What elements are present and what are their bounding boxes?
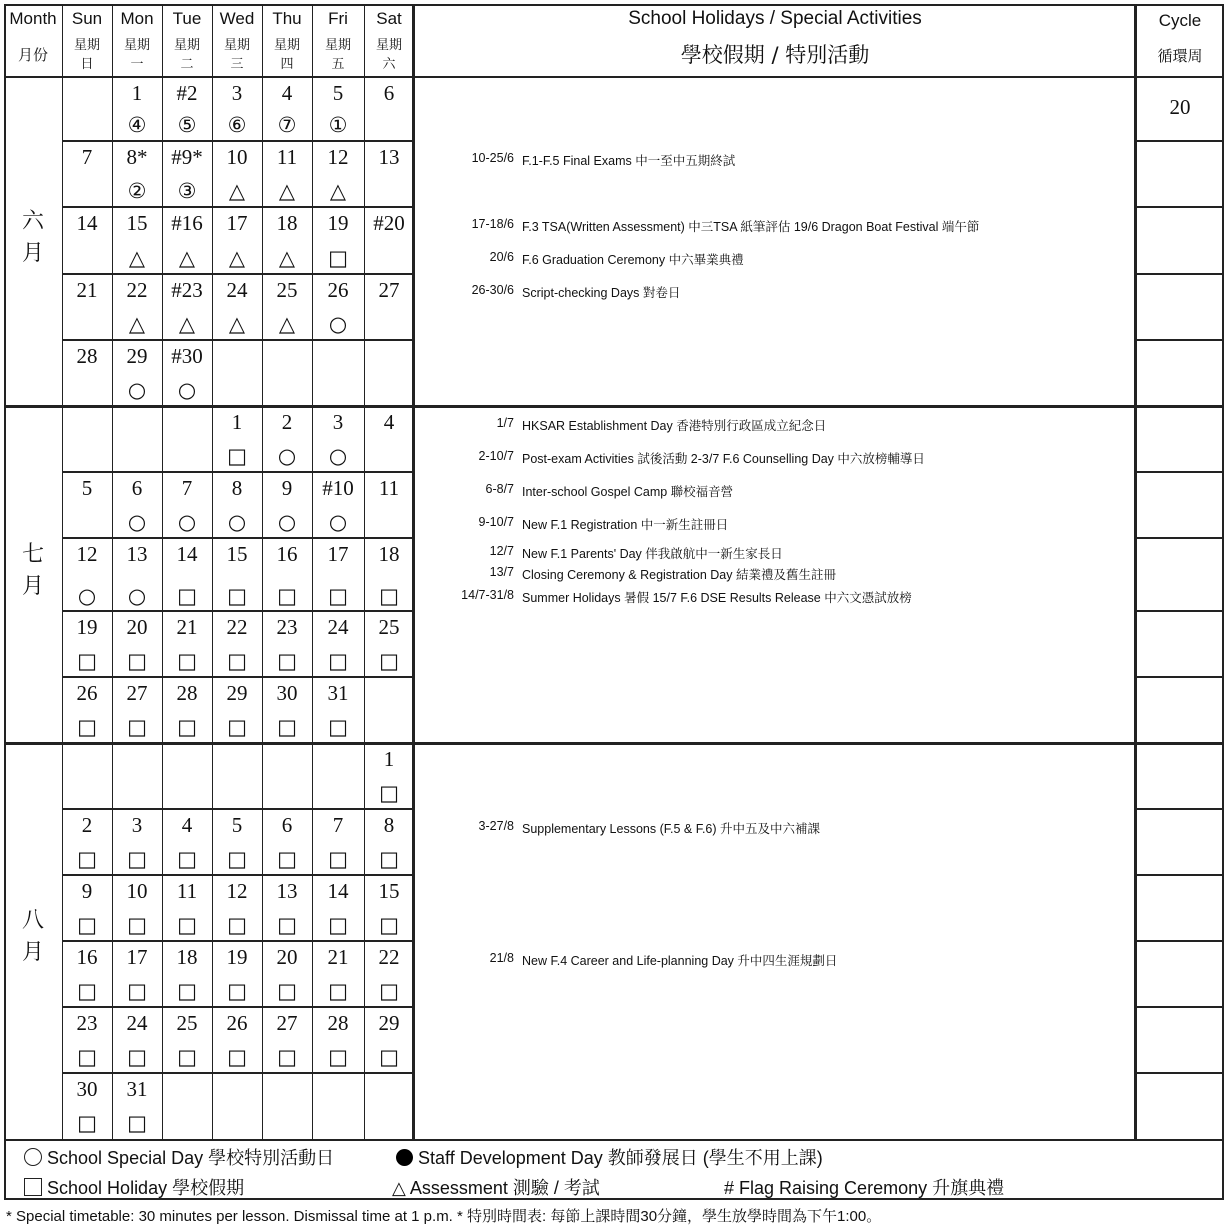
- day-mark-symbol: □: [328, 246, 348, 270]
- day-number: 26: [76, 681, 98, 705]
- cycle-row-separator: [1136, 874, 1224, 876]
- day-mark-symbol: ①: [328, 113, 348, 137]
- day-number: 6: [383, 81, 395, 105]
- week-separator: [62, 808, 414, 810]
- day-mark-symbol: △: [278, 312, 296, 336]
- day-mark-symbol: □: [328, 913, 348, 937]
- cycle-row-separator: [1136, 808, 1224, 810]
- day-mark-symbol: ○: [227, 510, 247, 534]
- event-text: Closing Ceremony & Registration Day 結業禮及舊生註冊: [522, 568, 836, 582]
- cycle-row-separator: [1136, 206, 1224, 208]
- day-number: 3: [231, 81, 243, 105]
- legend-holiday: [24, 1174, 244, 1200]
- day-number: 18: [378, 542, 400, 566]
- day-mark-symbol: □: [379, 979, 399, 1003]
- cycle-row-separator: [1136, 610, 1224, 612]
- legend-assessment: [392, 1174, 600, 1200]
- day-mark-symbol: □: [328, 649, 348, 673]
- day-mark-symbol: □: [328, 1045, 348, 1069]
- event-date: 10-25/6: [471, 151, 514, 165]
- week-separator: [62, 140, 414, 142]
- day-number: 19: [226, 945, 248, 969]
- cycle-number: 20: [1169, 95, 1191, 119]
- day-mark-symbol: △: [128, 246, 146, 270]
- day-mark-symbol: □: [379, 1045, 399, 1069]
- day-mark-symbol: ○: [127, 378, 147, 402]
- day-mark-symbol: □: [227, 979, 247, 1003]
- cycle-row-separator: [1136, 1006, 1224, 1008]
- day-mark-symbol: □: [328, 715, 348, 739]
- day-number: 22: [126, 278, 148, 302]
- day-mark-symbol: □: [379, 847, 399, 871]
- day-mark-symbol: □: [127, 1111, 147, 1135]
- day-number: 16: [76, 945, 98, 969]
- square-icon: [24, 1178, 42, 1196]
- event-date: 26-30/6: [471, 283, 514, 297]
- day-number: 5: [81, 476, 93, 500]
- day-number: 12: [226, 879, 248, 903]
- day-number: 4: [181, 813, 193, 837]
- month-header-en: Month: [9, 9, 57, 28]
- day-mark-symbol: □: [127, 1045, 147, 1069]
- day-number: 17: [226, 211, 248, 235]
- event-date: 3-27/8: [478, 819, 514, 833]
- day-number: 29: [226, 681, 248, 705]
- day-number: 21: [176, 615, 198, 639]
- day-number: 14: [327, 879, 349, 903]
- day-number: 29: [378, 1011, 400, 1035]
- day-number: 22: [378, 945, 400, 969]
- day-mark-symbol: □: [277, 913, 297, 937]
- day-number: 30: [276, 681, 298, 705]
- activities-header-zh: 學校假期 / 特別活動: [680, 43, 870, 67]
- legend-staff-dev-label: Staff Development Day 教師發展日 (學生不用上課): [418, 1148, 823, 1168]
- day-mark-symbol: □: [77, 715, 97, 739]
- week-separator: [62, 1072, 414, 1074]
- cycle-row-separator: [1136, 537, 1224, 539]
- day-number: 8: [231, 476, 243, 500]
- day-header-tue-zh2: 二: [180, 57, 194, 72]
- day-number: 29: [126, 344, 148, 368]
- day-mark-symbol: △: [329, 179, 347, 203]
- day-number: 28: [327, 1011, 349, 1035]
- day-header-wed-zh1: 星期: [223, 38, 250, 53]
- day-header-mon: Mon: [120, 9, 154, 28]
- day-number: 20: [126, 615, 148, 639]
- day-number: 8: [383, 813, 395, 837]
- legend-special-day-label: School Special Day 學校特別活動日: [47, 1148, 335, 1168]
- cycle-row-separator: [1136, 471, 1224, 473]
- day-number: 15: [378, 879, 400, 903]
- event-text: F.1-F.5 Final Exams 中一至中五期終試: [522, 154, 736, 168]
- day-header-sun: Sun: [71, 9, 103, 28]
- day-number: 24: [226, 278, 248, 302]
- event-date: 12/7: [489, 544, 514, 558]
- day-number: 26: [226, 1011, 248, 1035]
- cycle-header-zh: 循環周: [1157, 47, 1203, 65]
- day-mark-symbol: ⑥: [227, 113, 247, 137]
- week-separator: [62, 874, 414, 876]
- week-separator: [62, 940, 414, 942]
- day-number: 10: [126, 879, 148, 903]
- day-mark-symbol: □: [277, 649, 297, 673]
- day-number: 6: [281, 813, 293, 837]
- day-header-fri-zh2: 五: [331, 57, 345, 72]
- day-mark-symbol: □: [227, 649, 247, 673]
- day-header-mon-zh2: 一: [130, 57, 144, 72]
- day-number: 2: [281, 410, 293, 434]
- day-mark-symbol: □: [77, 979, 97, 1003]
- day-mark-symbol: □: [127, 847, 147, 871]
- day-mark-symbol: □: [127, 649, 147, 673]
- day-mark-symbol: ○: [77, 584, 97, 608]
- event-date: 9-10/7: [478, 515, 514, 529]
- month-name-char: 月: [21, 940, 44, 965]
- event-text: Inter-school Gospel Camp 聯校福音營: [522, 485, 734, 499]
- cycle-row-separator: [1136, 273, 1224, 275]
- week-separator: [62, 537, 414, 539]
- day-mark-symbol: □: [277, 1045, 297, 1069]
- day-number: 22: [226, 615, 248, 639]
- day-number: 15: [126, 211, 148, 235]
- day-mark-symbol: ○: [127, 584, 147, 608]
- day-mark-symbol: □: [328, 584, 348, 608]
- day-header-thu-zh2: 四: [280, 57, 294, 72]
- day-mark-symbol: △: [228, 246, 246, 270]
- table-border-right: [1222, 4, 1224, 1200]
- day-mark-symbol: □: [77, 1111, 97, 1135]
- month-name-char: 月: [21, 573, 44, 599]
- day-mark-symbol: ⑦: [277, 113, 297, 137]
- day-mark-symbol: □: [177, 847, 197, 871]
- day-header-fri: Fri: [328, 9, 348, 28]
- week-separator: [62, 471, 414, 473]
- day-mark-symbol: △: [178, 312, 196, 336]
- legend-staff-dev: [396, 1144, 823, 1170]
- day-mark-symbol: ○: [177, 378, 197, 402]
- day-mark-symbol: ②: [127, 179, 147, 203]
- day-number: 27: [378, 278, 400, 302]
- cycle-row-separator: [1136, 1072, 1224, 1074]
- day-mark-symbol: □: [328, 847, 348, 871]
- day-mark-symbol: □: [227, 847, 247, 871]
- day-header-sat-zh1: 星期: [375, 38, 402, 53]
- day-number: 24: [126, 1011, 148, 1035]
- day-number: #16: [171, 211, 203, 235]
- event-date: 1/7: [496, 416, 514, 430]
- event-text: Supplementary Lessons (F.5 & F.6) 升中五及中六補課: [522, 822, 821, 836]
- week-separator: [62, 1006, 414, 1008]
- day-number: #20: [373, 211, 405, 235]
- event-text: F.3 TSA(Written Assessment) 中三TSA 紙筆評估 19/6 Dragon Boat Festival 端午節: [522, 220, 980, 234]
- month-header-zh: 月份: [17, 46, 48, 64]
- day-number: 5: [332, 81, 344, 105]
- day-number: 27: [276, 1011, 298, 1035]
- day-header-tue: Tue: [172, 9, 202, 28]
- day-mark-symbol: △: [278, 246, 296, 270]
- month-name-char: 七: [21, 541, 44, 567]
- day-number: 12: [327, 145, 349, 169]
- day-number: 17: [126, 945, 148, 969]
- day-number: 21: [76, 278, 98, 302]
- day-mark-symbol: □: [277, 584, 297, 608]
- day-number: 1: [131, 81, 143, 105]
- day-number: 3: [332, 410, 344, 434]
- day-number: 31: [126, 1077, 148, 1101]
- day-mark-symbol: ⑤: [177, 113, 197, 137]
- day-number: 2: [81, 813, 93, 837]
- day-number: 1: [383, 747, 395, 771]
- event-date: 6-8/7: [485, 482, 514, 496]
- day-mark-symbol: △: [228, 179, 246, 203]
- day-number: #2: [176, 81, 198, 105]
- day-mark-symbol: □: [227, 584, 247, 608]
- day-number: 20: [276, 945, 298, 969]
- day-header-sun-zh1: 星期: [73, 38, 100, 53]
- day-number: 3: [131, 813, 143, 837]
- event-date: 14/7-31/8: [461, 588, 514, 602]
- day-mark-symbol: □: [127, 715, 147, 739]
- day-mark-symbol: □: [277, 715, 297, 739]
- day-header-tue-zh1: 星期: [173, 38, 200, 53]
- day-number: #9*: [171, 145, 203, 169]
- day-number: 7: [181, 476, 193, 500]
- day-number: 7: [332, 813, 344, 837]
- event-date: 17-18/6: [471, 217, 514, 231]
- day-number: 23: [76, 1011, 98, 1035]
- day-number: 30: [76, 1077, 98, 1101]
- day-mark-symbol: □: [177, 913, 197, 937]
- day-number: #10: [322, 476, 354, 500]
- day-number: 13: [378, 145, 400, 169]
- event-text: Script-checking Days 對卷日: [522, 286, 681, 300]
- day-mark-symbol: □: [227, 913, 247, 937]
- cycle-row-separator: [1136, 140, 1224, 142]
- day-number: 12: [76, 542, 98, 566]
- event-text: Post-exam Activities 試後活動 2-3/7 F.6 Counselling Day 中六放榜輔導日: [522, 452, 925, 466]
- event-date: 2-10/7: [478, 449, 514, 463]
- day-mark-symbol: □: [227, 444, 247, 468]
- day-number: 11: [276, 145, 298, 169]
- day-number: 1: [231, 410, 243, 434]
- day-number: 19: [327, 211, 349, 235]
- day-number: 25: [276, 278, 298, 302]
- day-mark-symbol: □: [77, 913, 97, 937]
- circle-icon: [24, 1148, 42, 1166]
- day-mark-symbol: ③: [177, 179, 197, 203]
- day-number: 25: [176, 1011, 198, 1035]
- event-text: New F.4 Career and Life-planning Day 升中四生涯規劃日: [522, 954, 838, 968]
- month-name-char: 八: [21, 908, 44, 933]
- day-number: 25: [378, 615, 400, 639]
- day-number: 4: [281, 81, 293, 105]
- week-separator: [62, 339, 414, 341]
- event-text: HKSAR Establishment Day 香港特別行政區成立紀念日: [522, 419, 827, 433]
- day-number: 13: [126, 542, 148, 566]
- day-number: 7: [81, 145, 93, 169]
- filled-circle-icon: [396, 1149, 413, 1166]
- day-mark-symbol: □: [379, 584, 399, 608]
- cycle-row-separator: [1136, 940, 1224, 942]
- day-header-sun-zh2: 日: [80, 57, 94, 72]
- event-date: 21/8: [489, 951, 514, 965]
- legend-flag: # Flag Raising Ceremony 升旗典禮: [724, 1178, 1005, 1198]
- cycle-row-separator: [1136, 676, 1224, 678]
- event-date: 13/7: [489, 565, 514, 579]
- legend-holiday-label: School Holiday 學校假期: [47, 1178, 245, 1198]
- day-header-fri-zh1: 星期: [324, 38, 351, 53]
- day-number: 21: [327, 945, 349, 969]
- day-number: 27: [126, 681, 148, 705]
- day-mark-symbol: □: [177, 649, 197, 673]
- day-number: 28: [176, 681, 198, 705]
- day-mark-symbol: □: [127, 979, 147, 1003]
- event-text: Summer Holidays 暑假 15/7 F.6 DSE Results Release 中六文憑試放榜: [522, 591, 912, 605]
- triangle-icon: △: [392, 1178, 406, 1198]
- day-mark-symbol: □: [277, 847, 297, 871]
- day-header-wed: Wed: [219, 9, 255, 28]
- day-mark-symbol: □: [77, 649, 97, 673]
- day-header-thu: Thu: [272, 9, 302, 28]
- day-mark-symbol: ○: [127, 510, 147, 534]
- month-separator: [4, 742, 1224, 745]
- day-number: 14: [176, 542, 198, 566]
- day-number: 11: [176, 879, 198, 903]
- activities-header-en: School Holidays / Special Activities: [628, 8, 922, 29]
- day-number: 28: [76, 344, 98, 368]
- day-mark-symbol: □: [328, 979, 348, 1003]
- day-header-sat-zh2: 六: [382, 57, 396, 72]
- day-number: 16: [276, 542, 298, 566]
- event-text: New F.1 Registration 中一新生註冊日: [522, 518, 729, 532]
- week-separator: [62, 206, 414, 208]
- day-mark-symbol: □: [379, 649, 399, 673]
- day-mark-symbol: □: [379, 781, 399, 805]
- day-number: 6: [131, 476, 143, 500]
- table-border-top: [4, 4, 1224, 6]
- month-name-char: 月: [21, 240, 44, 266]
- day-mark-symbol: △: [278, 179, 296, 203]
- day-mark-symbol: △: [128, 312, 146, 336]
- day-mark-symbol: ④: [127, 113, 147, 137]
- day-number: 5: [231, 813, 243, 837]
- day-header-wed-zh2: 三: [230, 57, 244, 72]
- event-date: 20/6: [489, 250, 514, 264]
- event-text: New F.1 Parents' Day 伴我啟航中一新生家長日: [522, 547, 783, 561]
- day-mark-symbol: □: [77, 1045, 97, 1069]
- month-separator: [4, 405, 1224, 408]
- day-number: #23: [171, 278, 203, 302]
- day-number: 11: [378, 476, 400, 500]
- day-mark-symbol: ○: [277, 444, 297, 468]
- footnote: * Special timetable: 30 minutes per lesson. Dismissal time at 1 p.m. * 特別時間表: 每節上課時間30分鐘，學生放學時間為下午1:00。: [6, 1208, 882, 1225]
- legend-special-day: [24, 1144, 334, 1170]
- day-mark-symbol: □: [177, 1045, 197, 1069]
- day-mark-symbol: △: [178, 246, 196, 270]
- day-mark-symbol: ○: [177, 510, 197, 534]
- day-number: 23: [276, 615, 298, 639]
- day-mark-symbol: ○: [328, 444, 348, 468]
- week-separator: [62, 610, 414, 612]
- day-number: 15: [226, 542, 248, 566]
- legend-assessment-label: Assessment 測驗 / 考試: [409, 1178, 600, 1198]
- day-number: 10: [226, 145, 248, 169]
- week-separator: [62, 676, 414, 678]
- day-header-mon-zh1: 星期: [123, 38, 150, 53]
- day-mark-symbol: □: [127, 913, 147, 937]
- day-mark-symbol: △: [228, 312, 246, 336]
- day-mark-symbol: □: [177, 979, 197, 1003]
- cycle-row-separator: [1136, 339, 1224, 341]
- day-mark-symbol: □: [277, 979, 297, 1003]
- day-number: 9: [281, 476, 293, 500]
- day-number: 4: [383, 410, 395, 434]
- day-mark-symbol: □: [77, 847, 97, 871]
- table-border-left: [4, 4, 6, 1200]
- day-number: 26: [327, 278, 349, 302]
- day-number: 18: [176, 945, 198, 969]
- day-mark-symbol: ○: [277, 510, 297, 534]
- day-header-sat: Sat: [376, 9, 402, 28]
- day-number: #30: [171, 344, 203, 368]
- event-text: F.6 Graduation Ceremony 中六畢業典禮: [522, 253, 744, 267]
- day-mark-symbol: ○: [328, 510, 348, 534]
- day-number: 17: [327, 542, 349, 566]
- day-mark-symbol: □: [177, 715, 197, 739]
- day-mark-symbol: □: [177, 584, 197, 608]
- day-mark-symbol: □: [227, 715, 247, 739]
- day-number: 8*: [126, 145, 148, 169]
- day-number: 13: [276, 879, 298, 903]
- day-number: 24: [327, 615, 349, 639]
- day-number: 31: [327, 681, 349, 705]
- day-mark-symbol: □: [227, 1045, 247, 1069]
- week-separator: [62, 273, 414, 275]
- month-name-char: 六: [21, 208, 44, 234]
- day-mark-symbol: □: [379, 913, 399, 937]
- day-number: 9: [81, 879, 93, 903]
- day-number: 18: [276, 211, 298, 235]
- header-border-bottom: [4, 76, 1224, 78]
- table-border-bottom: [4, 1139, 1224, 1141]
- day-number: 19: [76, 615, 98, 639]
- day-header-thu-zh1: 星期: [273, 38, 300, 53]
- column-divider-cycle: [1134, 4, 1137, 1140]
- cycle-header-en: Cycle: [1158, 11, 1202, 30]
- day-number: 14: [76, 211, 98, 235]
- day-mark-symbol: ○: [328, 312, 348, 336]
